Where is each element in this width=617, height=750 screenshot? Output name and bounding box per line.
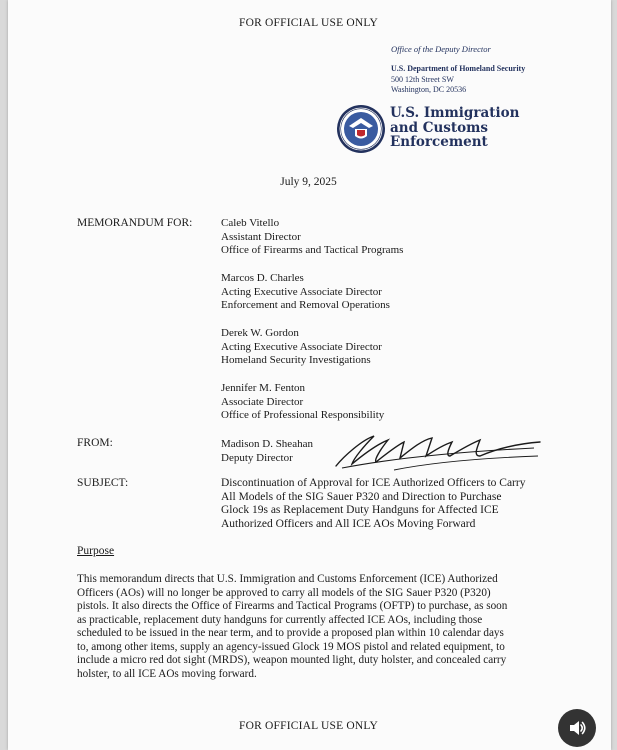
office-line: Office of the Deputy Director [391,44,491,54]
recipient-title: Acting Executive Associate Director [221,340,382,353]
memo-for-label: MEMORANDUM FOR: [77,217,193,229]
classification-footer: FOR OFFICIAL USE ONLY [238,720,379,732]
subject-text [221,477,561,531]
agency-line-1: U.S. Immigration [390,105,520,121]
agency-line-3: Enforcement [390,134,488,150]
purpose-paragraph [77,573,547,681]
subject-label: SUBJECT: [77,477,129,489]
purpose-line: scheduled to be issued in the near term, and to provide a proposed plan within 10 calendar days [77,627,504,639]
subject-line: Authorized Officers and All ICE AOs Moving Forward [221,517,476,530]
classification-header: FOR OFFICIAL USE ONLY [238,17,379,29]
recipient-block [221,327,382,368]
dhs-seal-icon [336,104,386,154]
dept-name: U.S. Department of Homeland Security [391,64,526,73]
audio-button[interactable] [558,709,596,747]
from-block [221,438,313,465]
memo-date: July 9, 2025 [280,176,337,188]
recipient-office: Office of Professional Responsibility [221,409,385,422]
recipient-name: Jennifer M. Fenton [221,382,306,394]
purpose-heading: Purpose [77,545,115,557]
agency-name [390,106,519,150]
purpose-line: This memorandum directs that U.S. Immigration and Customs Enforcement (ICE) Authorized [77,573,498,585]
recipient-name: Caleb Vitello [221,217,280,229]
subject-line: Glock 19s as Replacement Duty Handguns for Affected ICE [221,504,499,517]
recipient-title: Acting Executive Associate Director [221,285,382,298]
from-label: FROM: [77,437,113,449]
recipient-office: Office of Firearms and Tactical Programs [221,244,404,257]
address-block [391,64,525,96]
subject-line: All Models of the SIG Sauer P320 and Direction to Purchase [221,490,502,503]
recipient-block [221,272,390,313]
recipient-title: Assistant Director [221,230,301,243]
agency-line-2: and Customs [390,119,488,136]
signature-icon [334,428,544,476]
speaker-icon [567,718,587,738]
purpose-line: pistols. It also directs the Office of Firearms and Tactical Programs (OFTP) to purchase, as soon [77,600,508,612]
from-name: Madison D. Sheahan [221,438,313,450]
recipient-office: Enforcement and Removal Operations [221,299,390,312]
recipient-title: Associate Director [221,395,304,408]
recipient-name: Marcos D. Charles [221,272,304,284]
purpose-line: holster, to all ICE AOs moving forward. [77,667,257,680]
purpose-line: as practicable, replacement duty handguns for currently affected ICE AOs, including those [77,613,483,626]
street-line: 500 12th Street SW [391,74,454,84]
from-title: Deputy Director [221,451,293,464]
subject-line: Discontinuation of Approval for ICE Authorized Officers to Carry [221,477,526,489]
recipient-block [221,382,384,423]
recipient-office: Homeland Security Investigations [221,354,371,367]
purpose-line: to, among other items, supply an agency-issued Glock 19 MOS pistol and related equipment, to [77,640,505,653]
purpose-line: Officers (AOs) will no longer be approved to carry all models of the SIG Sauer P320 (P320) [77,586,491,599]
city-line: Washington, DC 20536 [391,85,467,94]
recipient-block [221,217,403,258]
recipient-name: Derek W. Gordon [221,327,299,339]
purpose-line: include a micro red dot sight (MRDS), weapon mounted light, duty holster, and concealed carry [77,654,507,666]
